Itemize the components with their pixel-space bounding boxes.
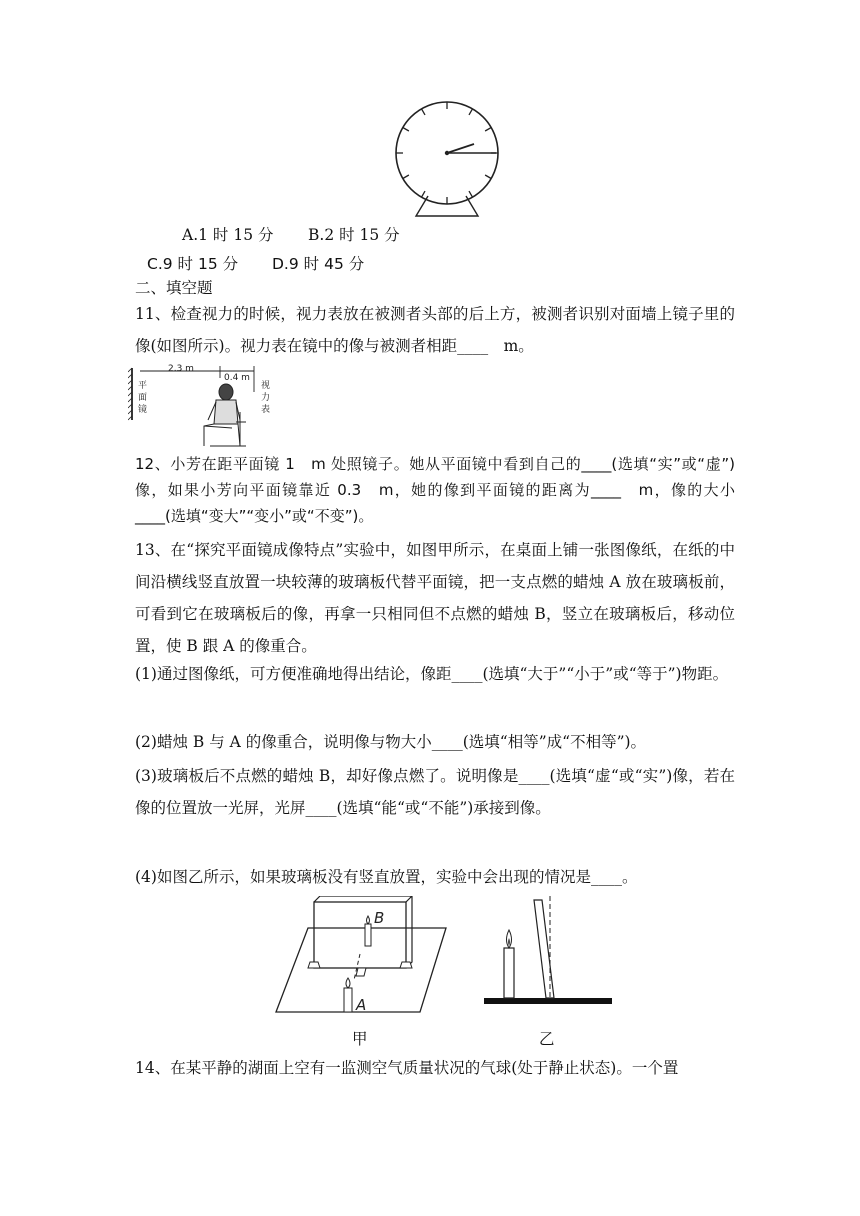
question-13-intro: 13、在“探究平面镜成像特点”实验中，如图甲所示，在桌面上铺一张图像纸，在纸的中间沿横线竖直放置一块较薄的玻璃板代替平面镜，把一支点燃的蜡烛 A 放在玻璃板前，可看到它在玻璃板后的像，再拿一只相同但不点燃的蜡烛 B，竖立在玻璃板后，移动位置，使 B 跟 A 的像重合。 — [135, 541, 735, 655]
figure-jia — [270, 896, 460, 1046]
question-11: 11、检查视力的时候，视力表放在被测者头部的后上方，被测者识别对面墙上镜子里的像(如图所示)。视力表在镜中的像与被测者相距____ m。 — [135, 305, 735, 355]
choice-b: B.2 时 15 分 — [308, 226, 400, 244]
clock-tick — [403, 128, 409, 132]
section-title: 二、填空题 — [135, 279, 213, 297]
label-b: B — [374, 909, 385, 927]
clock-tick — [422, 109, 426, 115]
caption-jia: 甲 — [352, 1030, 368, 1048]
vision-test-figure — [128, 362, 280, 452]
choice-d: D.9 时 45 分 — [272, 255, 365, 273]
clock-tick — [469, 191, 473, 197]
question-13-part-1: (1)通过图像纸，可方便准确地得出结论，像距____(选填“大于”“小于”或“等于”)物距。 — [135, 665, 729, 683]
chart-label-3: 表 — [261, 405, 271, 415]
distance-label-2: 0.4 m — [224, 373, 250, 383]
question-13-part-3: (3)玻璃板后不点燃的蜡烛 B，却好像点燃了。说明像是____(选填“虚“或“实”)像，若在像的位置放一光屏，光屏____(选填“能“或“不能”)承接到像。 — [135, 767, 735, 817]
clock-tick — [403, 175, 409, 179]
question-13-part-2: (2)蜡烛 B 与 A 的像重合，说明像与物大小____(选填“相等”成“不相等”)。 — [135, 733, 647, 751]
caption-yi: 乙 — [539, 1030, 555, 1048]
mirror-label-3: 镜 — [138, 405, 148, 415]
clock-tick — [485, 128, 491, 132]
chart-label-2: 力 — [261, 393, 271, 403]
label-a: A — [356, 996, 367, 1014]
clock-tick — [422, 191, 426, 197]
question-13-part-4: (4)如图乙所示，如果玻璃板没有竖直放置，实验中会出现的情况是____。 — [135, 868, 638, 886]
mirror-label-2: 面 — [138, 393, 148, 403]
choice-c: C.9 时 15 分 — [147, 255, 239, 273]
distance-label-1: 2.3 m — [168, 364, 194, 374]
mirror-label-1: 平 — [138, 381, 148, 391]
chart-label-1: 视 — [261, 381, 271, 391]
seated-person — [204, 384, 246, 446]
clock-figure — [392, 98, 502, 220]
question-12: 12、小芳在距平面镜 1 m 处照镜子。她从平面镜中看到自己的____(选填“实”或“虚”)像，如果小芳向平面镜靠近 0.3 m，她的像到平面镜的距离为____ m，像的大小____(选填“变大”“变小”或“不变”)。 — [135, 455, 735, 525]
choice-a: A.1 时 15 分 — [182, 226, 274, 244]
clock-tick — [485, 175, 491, 179]
question-14: 14、在某平静的湖面上空有一监测空气质量状况的气球(处于静止状态)。一个置 — [135, 1059, 679, 1077]
figure-yi — [484, 896, 614, 1008]
clock-tick — [469, 109, 473, 115]
